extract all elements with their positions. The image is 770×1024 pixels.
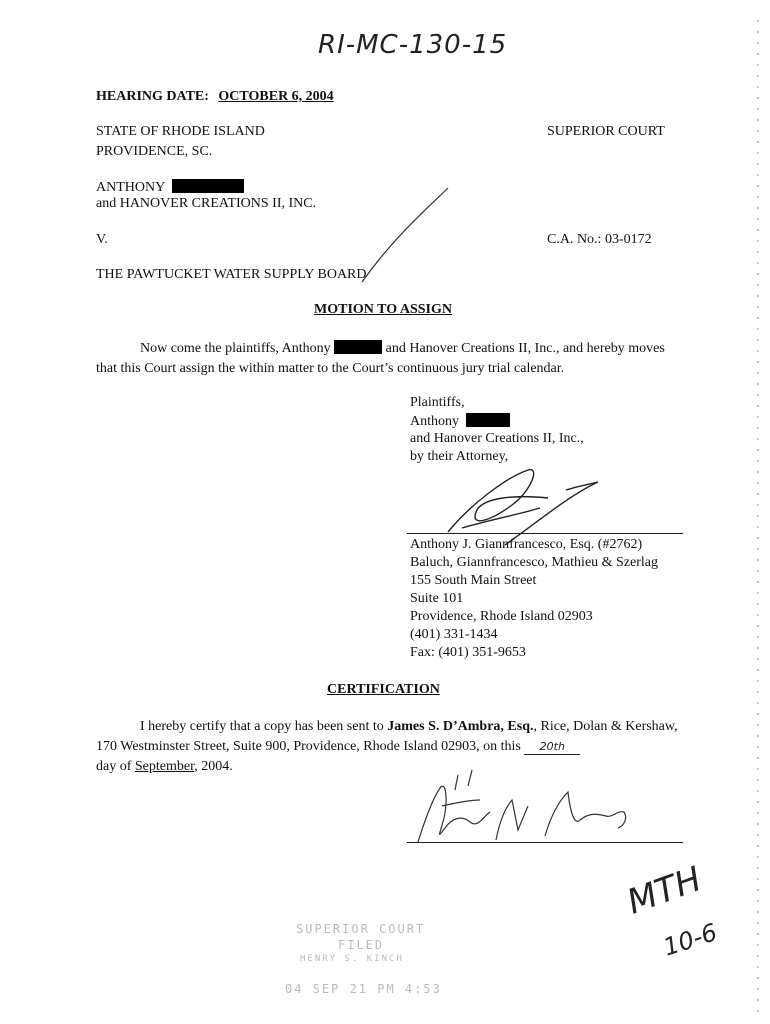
plaintiff-1-name: ANTHONY bbox=[96, 180, 165, 195]
court-name: SUPERIOR COURT bbox=[547, 124, 665, 139]
certification-title: CERTIFICATION bbox=[327, 682, 440, 697]
cert-recipient: James S. D’Ambra, Esq. bbox=[387, 719, 534, 734]
plaintiff-2: and HANOVER CREATIONS II, INC. bbox=[96, 196, 317, 211]
filing-stamp-datetime: 04 SEP 21 PM 4:53 bbox=[285, 982, 442, 996]
filing-stamp-filed: FILED bbox=[338, 938, 385, 952]
firm-suite: Suite 101 bbox=[410, 591, 464, 606]
firm-street: 155 South Main Street bbox=[410, 573, 537, 588]
hearing-date-label: HEARING DATE: bbox=[96, 89, 209, 104]
cert-day-handwritten: 20th bbox=[524, 740, 580, 755]
sig-company: and Hanover Creations II, Inc., bbox=[410, 431, 584, 446]
attorney-name: Anthony J. Giannfrancesco, Esq. (#2762) bbox=[410, 537, 643, 552]
pen-slash-stroke bbox=[362, 188, 448, 282]
handwritten-initials: MTH bbox=[622, 859, 707, 923]
handwritten-date: 10-6 bbox=[660, 918, 721, 962]
firm-phone: (401) 331-1434 bbox=[410, 627, 498, 642]
sig-plaintiffs-label: Plaintiffs, bbox=[410, 395, 465, 410]
sig-plaintiff-name-text: Anthony bbox=[410, 414, 459, 429]
motion-title: MOTION TO ASSIGN bbox=[314, 302, 452, 317]
motion-body-text-1: Now come the plaintiffs, Anthony bbox=[140, 341, 331, 356]
hearing-date-value: OCTOBER 6, 2004 bbox=[218, 89, 334, 104]
county-name: PROVIDENCE, SC. bbox=[96, 144, 213, 159]
certifier-signature bbox=[418, 770, 626, 842]
cert-text-1: I hereby certify that a copy has been sent to bbox=[140, 719, 384, 734]
case-number: C.A. No.: 03-0172 bbox=[547, 232, 652, 247]
handwritten-case-code: RI-MC-130-15 bbox=[318, 30, 508, 60]
defendant-name: THE PAWTUCKET WATER SUPPLY BOARD bbox=[96, 267, 367, 282]
firm-fax: Fax: (401) 351-9653 bbox=[410, 645, 526, 660]
cert-text-2: , Rice, Dolan & Kershaw, 170 Westminster Street, Suite 900, Providence, Rhode Island 02903, on this bbox=[96, 719, 678, 754]
attorney-signature bbox=[448, 470, 598, 545]
motion-body-text-2: and Hanover Creations II, Inc., and hereby moves that this Court assign the within matter to the Court’s continuous jury trial calendar. bbox=[96, 341, 665, 376]
sig-by-attorney: by their Attorney, bbox=[410, 449, 509, 464]
filing-stamp-clerk: HENRY S. KINCH bbox=[300, 954, 404, 964]
law-firm: Baluch, Giannfrancesco, Mathieu & Szerlag bbox=[410, 555, 659, 570]
cert-text-4: , 2004. bbox=[194, 759, 233, 774]
cert-month: September bbox=[134, 759, 195, 774]
firm-city: Providence, Rhode Island 02903 bbox=[410, 609, 593, 624]
filing-stamp-court: SUPERIOR COURT bbox=[296, 922, 426, 936]
state-name: STATE OF RHODE ISLAND bbox=[96, 124, 265, 139]
cert-text-3: day of bbox=[96, 759, 132, 774]
versus-label: V. bbox=[96, 232, 108, 247]
